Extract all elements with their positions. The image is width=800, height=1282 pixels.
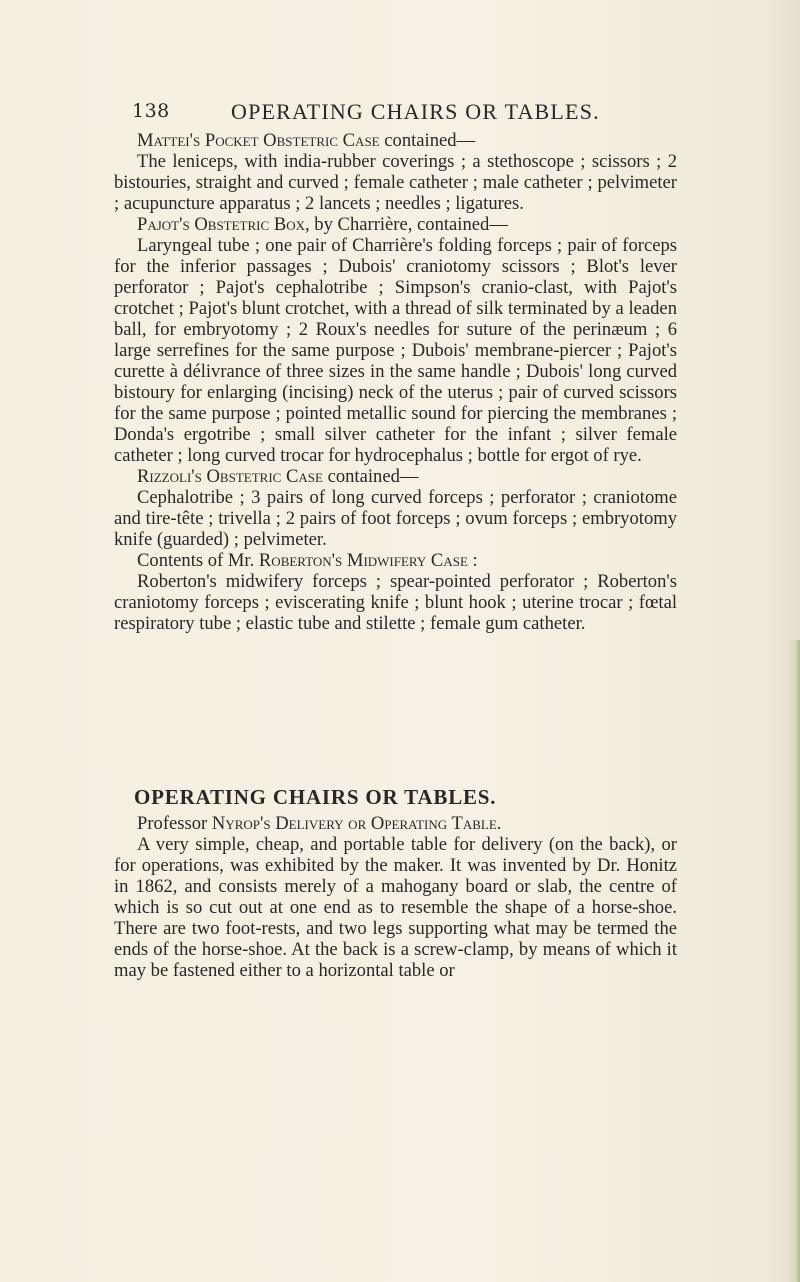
entry-title: Mattei's Pocket Obstetric Case bbox=[137, 130, 380, 151]
entry-heading bbox=[114, 466, 677, 487]
page-number: 138 bbox=[132, 100, 170, 122]
entry-title-prefix: Contents of Mr. bbox=[137, 550, 259, 571]
entry-title: Rizzoli's Obstetric Case bbox=[137, 466, 323, 487]
entry-title: Pajot's Obstetric Box, bbox=[137, 214, 310, 235]
text-column bbox=[114, 118, 677, 634]
section-body: A very simple, cheap, and portable table for delivery (on the back), or for operations, was exhibited by the maker. It was invented by Dr. Honitz in 1862, and consists merely of a mahogany board or slab, the centre of which is so cut out at one end as to resemble the shape of a horse-shoe. There are two foot-rests, and two legs supporting what may be termed the ends of the horse-shoe. At the back is a screw-clamp, by means of which it may be fastened either to a horizontal table or bbox=[114, 834, 677, 981]
section-column bbox=[114, 813, 677, 981]
entry-body: Laryngeal tube ; one pair of Charrière's folding forceps ; pair of forceps for the inferior passages ; Dubois' craniotomy scissors ; Blot's lever perforator ; Pajot's cephalotribe ; Simpson's cranio-clast, with Pajot's crotchet ; Pajot's blunt crotchet, with a thread of silk terminated by a leaden ball, for embryotomy ; 2 Roux's needles for suture of the perinæum ; 6 large serrefines for the same purpose ; Dubois' membrane-piercer ; Pajot's curette à délivrance of three sizes in the same handle ; Dubois' long curved bistoury for enlarging (incising) neck of the uterus ; pair of curved scissors for the same purpose ; pointed metallic sound for piercing the membranes ; Donda's ergotribe ; small silver catheter for the infant ; silver female catheter ; long curved trocar for hydrocephalus ; bottle for ergot of rye. bbox=[114, 235, 677, 466]
section-subheading-title: Nyrop's Delivery or Operating Table. bbox=[211, 813, 502, 834]
entry-title-suffix: by Charrière, contained— bbox=[309, 214, 508, 235]
entry-heading bbox=[114, 130, 677, 151]
section-heading: OPERATING CHAIRS OR TABLES. bbox=[134, 785, 497, 809]
entry-heading bbox=[114, 214, 677, 235]
entry-body: Roberton's midwifery forceps ; spear-pointed perforator ; Roberton's craniotomy forceps ; eviscerating knife ; blunt hook ; uterine trocar ; fœtal respiratory tube ; elastic tube and stilette ; female gum catheter. bbox=[114, 571, 677, 634]
entry-body: The leniceps, with india-rubber coverings ; a stethoscope ; scissors ; 2 bistouries, straight and curved ; female catheter ; male catheter ; pelvimeter ; acupuncture apparatus ; 2 lancets ; needles ; ligatures. bbox=[114, 151, 677, 214]
section-subheading-prefix: Professor bbox=[137, 813, 212, 834]
running-head: OPERATING CHAIRS OR TABLES. bbox=[231, 99, 600, 124]
entry-title-suffix: contained— bbox=[379, 130, 476, 151]
section-subheading bbox=[114, 813, 677, 834]
entry-heading bbox=[114, 550, 677, 571]
entry-title: Roberton's Midwifery Case : bbox=[258, 550, 478, 571]
entry-title-suffix: contained— bbox=[322, 466, 419, 487]
page-edge-stain bbox=[786, 640, 800, 1282]
entry-body: Cephalotribe ; 3 pairs of long curved forceps ; perforator ; craniotome and tire-tête ; trivella ; 2 pairs of foot forceps ; ovum forceps ; embryotomy knife (guarded) ; pelvimeter. bbox=[114, 487, 677, 550]
